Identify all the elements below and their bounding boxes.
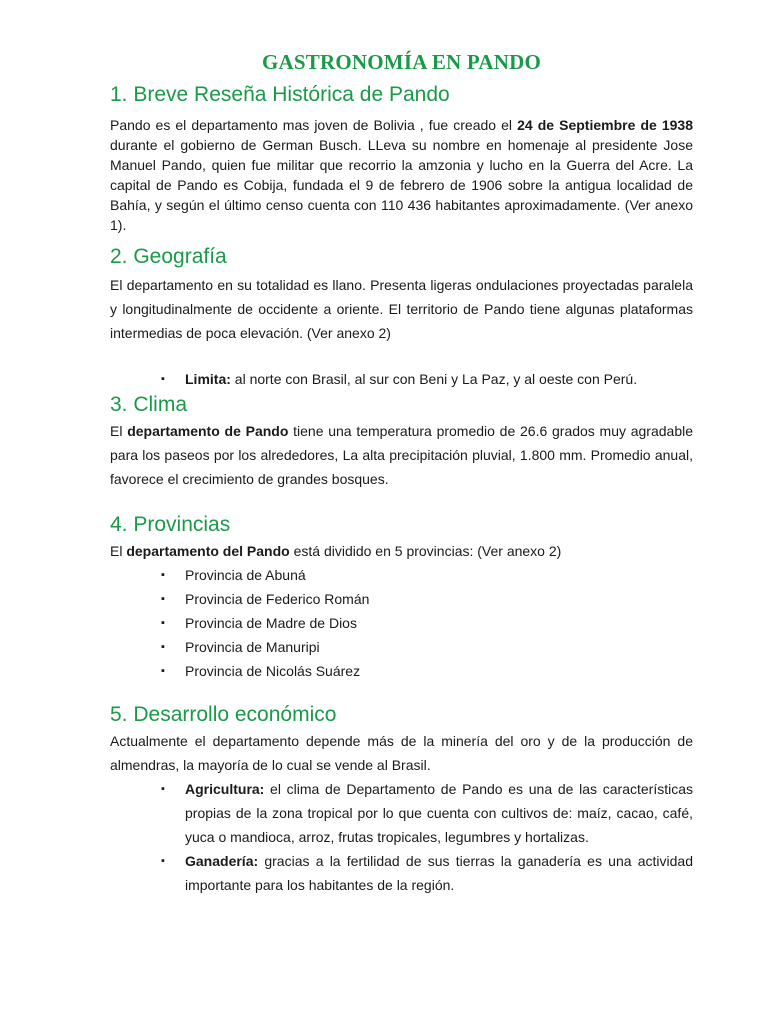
- section-2-list: [110, 367, 693, 391]
- list-item: [161, 587, 693, 611]
- section-3-paragraph: [110, 419, 693, 491]
- section-2-paragraph: El departamento en su totalidad es llano. Presenta ligeras ondulaciones proyectadas paralela y longitudinalmente de occidente a oriente. El territorio de Pando tiene algunas plataformas intermedias de poca elevación. (Ver anexo 2): [110, 277, 693, 341]
- bullet-icon: ▪: [161, 855, 165, 867]
- section-1-paragraph: [110, 115, 693, 235]
- bullet-icon: ▪: [161, 783, 165, 795]
- list-item-text: gracias a la fertilidad de sus tierras la ganadería es una actividad importante para los habitantes de la región.: [185, 853, 693, 893]
- list-item-text: Provincia de Madre de Dios: [185, 615, 357, 631]
- list-item-text: al norte con Brasil, al sur con Beni y La Paz, y al oeste con Perú.: [230, 371, 638, 387]
- list-item: [161, 563, 693, 587]
- list-item-text: el clima de Departamento de Pando es una de las características propias de la zona tropical por lo que cuenta con cultivos de: maíz, cacao, café, yuca o mandioca, arroz, frutas tropicales, legumbres y hortalizas.: [185, 781, 693, 845]
- list-item-label: Ganadería:: [185, 853, 259, 869]
- provinces-list: [110, 563, 693, 683]
- bullet-icon: ▪: [161, 641, 165, 653]
- economy-list: [110, 777, 693, 897]
- section-1-text-a: Pando es el departamento mas joven de Bolivia , fue creado el: [110, 117, 518, 133]
- section-3-heading: 3. Clima: [110, 393, 188, 416]
- bullet-icon: ▪: [161, 569, 165, 581]
- section-5-paragraph: Actualmente el departamento depende más de la minería del oro y de la producción de almendras, la mayoría de lo cual se vende al Brasil.: [110, 733, 693, 773]
- list-item-text: Provincia de Federico Román: [185, 591, 370, 607]
- list-item: [161, 659, 693, 683]
- bullet-icon: ▪: [161, 617, 165, 629]
- bullet-icon: ▪: [161, 593, 165, 605]
- section-5-heading: 5. Desarrollo económico: [110, 703, 337, 726]
- list-item: [161, 849, 693, 897]
- section-1-heading: 1. Breve Reseña Histórica de Pando: [110, 83, 450, 106]
- list-item-label: Limita:: [185, 371, 231, 387]
- list-item-label: Agricultura:: [185, 781, 265, 797]
- bullet-icon: ▪: [161, 665, 165, 677]
- list-item-text: Provincia de Nicolás Suárez: [185, 663, 361, 679]
- document-page: [110, 50, 693, 897]
- section-3-text-a: El: [110, 423, 128, 439]
- section-3-bold: departamento de Pando: [127, 423, 289, 439]
- section-2-heading: 2. Geografía: [110, 245, 227, 268]
- bullet-icon: ▪: [161, 373, 165, 385]
- list-item-text: Provincia de Abuná: [185, 567, 306, 583]
- list-item-text: Provincia de Manuripi: [185, 639, 320, 655]
- list-item: [161, 635, 693, 659]
- section-4-heading: 4. Provincias: [110, 513, 231, 536]
- section-1-text-b: durante el gobierno de German Busch. LLeva su nombre en homenaje al presidente Jose Manuel Pando, quien fue militar que recorrio la amzonia y lucho en la Guerra del Acre. La capital de Pando es Cobija, fundada el 9 de febrero de 1906 sobre la antigua localidad de Bahía, y según el último censo cuenta con 110 436 habitantes aproximadamente. (Ver anexo 1).: [110, 137, 693, 233]
- section-4-bold: departamento del Pando: [126, 543, 290, 559]
- section-1-date: 24 de Septiembre de 1938: [517, 117, 693, 133]
- list-item: [161, 611, 693, 635]
- list-item: [161, 777, 693, 849]
- section-4-text-b: está dividido en 5 provincias: (Ver anexo 2): [289, 543, 562, 559]
- document-title: GASTRONOMÍA EN PANDO: [262, 50, 541, 74]
- list-item: [161, 367, 693, 391]
- section-4-text-a: El: [110, 543, 127, 559]
- section-4-paragraph: [110, 539, 693, 563]
- section-3-text-b: tiene una temperatura promedio de 26.6 grados muy agradable para los paseos por los alrededores, La alta precipitación pluvial, 1.800 mm. Promedio anual, favorece el crecimiento de grandes bosques.: [110, 423, 694, 487]
